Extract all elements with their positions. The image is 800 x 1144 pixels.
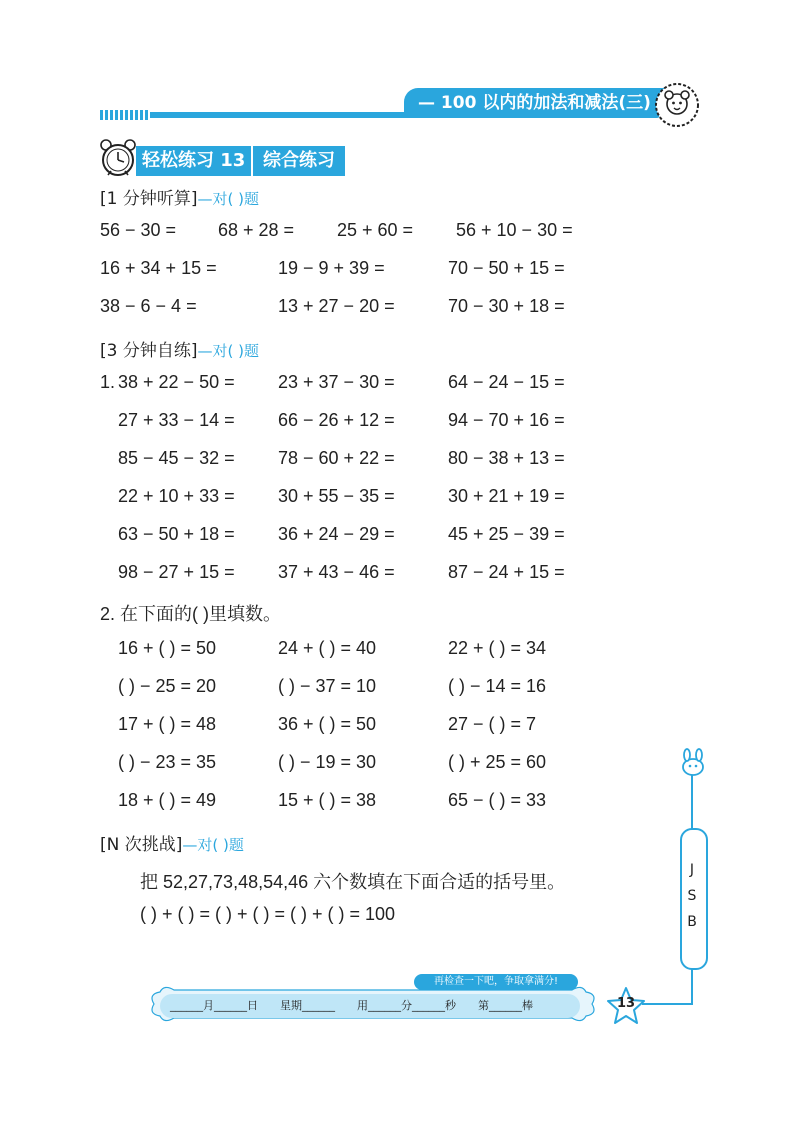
fill-in-problem: 27 − ( ) = 7: [448, 714, 537, 734]
lesson-title: 轻松练习 13: [136, 146, 255, 176]
question-number: 1.: [100, 372, 116, 392]
fill-in-problem: ( ) + 25 = 60: [448, 752, 547, 772]
alarm-clock-icon: [98, 138, 138, 178]
page-number: 13: [616, 996, 636, 1011]
fill-in-problem: 18 + ( ) = 49: [118, 790, 217, 810]
problem: 23 + 37 − 30 =: [278, 372, 395, 392]
footer-hint: 再检查一下吧，争取拿满分!: [414, 974, 578, 990]
fill-in-problem: 36 + ( ) = 50: [278, 714, 377, 734]
section-3-label: [N 次挑战]: [100, 835, 183, 855]
fill-in-problem: ( ) − 37 = 10: [278, 676, 377, 696]
bear-emblem-icon: [654, 82, 700, 128]
problem: 94 − 70 + 16 =: [448, 410, 565, 430]
fill-in-problem: ( ) − 23 = 35: [118, 752, 217, 772]
problem: 25 + 60 =: [337, 220, 414, 240]
problem: 70 − 50 + 15 =: [448, 258, 565, 278]
fill-in-problem: ( ) − 14 = 16: [448, 676, 547, 696]
question-2-title: 2. 在下面的( )里填数。: [100, 604, 282, 624]
problem: 85 − 45 − 32 =: [118, 448, 235, 468]
side-connector-hline: [642, 1003, 692, 1005]
challenge-prompt: 把 52,27,73,48,54,46 六个数填在下面合适的括号里。: [140, 872, 566, 892]
section-1-label: [1 分钟听算]: [100, 189, 198, 209]
challenge-equation: ( ) + ( ) = ( ) + ( ) = ( ) + ( ) = 100: [140, 904, 396, 924]
problem: 16 + 34 + 15 =: [100, 258, 217, 278]
fill-in-problem: 65 − ( ) = 33: [448, 790, 547, 810]
problem: 45 + 25 − 39 =: [448, 524, 565, 544]
problem: 19 − 9 + 39 =: [278, 258, 385, 278]
section-2-header: [100, 336, 259, 361]
problem: 30 + 21 + 19 =: [448, 486, 565, 506]
section-3-header: [100, 830, 244, 855]
fill-in-problem: 17 + ( ) = 48: [118, 714, 217, 734]
fill-in-problem: 22 + ( ) = 34: [448, 638, 547, 658]
footer-record-fields: ______月______日 星期______ 用______分______秒 第______棒: [170, 999, 533, 1012]
problem: 36 + 24 − 29 =: [278, 524, 395, 544]
problem: 68 + 28 =: [218, 220, 295, 240]
problem: 22 + 10 + 33 =: [118, 486, 235, 506]
lesson-subtitle: 综合练习: [251, 146, 345, 176]
problem: 38 + 22 − 50 =: [118, 372, 235, 392]
problem: 63 − 50 + 18 =: [118, 524, 235, 544]
problem: 37 + 43 − 46 =: [278, 562, 395, 582]
fill-in-problem: ( ) − 25 = 20: [118, 676, 217, 696]
series-letter: S: [687, 888, 697, 904]
problem: 87 − 24 + 15 =: [448, 562, 565, 582]
chapter-title: — 100 以内的加法和减法(三): [418, 93, 651, 113]
problem: 98 − 27 + 15 =: [118, 562, 235, 582]
fill-in-problem: 15 + ( ) = 38: [278, 790, 377, 810]
fill-in-problem: 16 + ( ) = 50: [118, 638, 217, 658]
series-letter: J: [689, 862, 695, 878]
section-2-score: —对( )题: [197, 342, 259, 360]
problem: 38 − 6 − 4 =: [100, 296, 197, 316]
section-3-score: —对( )题: [182, 836, 244, 854]
problem: 66 − 26 + 12 =: [278, 410, 395, 430]
problem: 80 − 38 + 13 =: [448, 448, 565, 468]
problem: 70 − 30 + 18 =: [448, 296, 565, 316]
problem: 78 − 60 + 22 =: [278, 448, 395, 468]
problem: 56 − 30 =: [100, 220, 177, 240]
section-2-label: [3 分钟自练]: [100, 341, 198, 361]
section-1-score: —对( )题: [197, 190, 259, 208]
fill-in-problem: ( ) − 19 = 30: [278, 752, 377, 772]
series-letter: B: [687, 914, 697, 930]
header-rule-ticks: [100, 110, 150, 120]
section-1-header: [100, 184, 259, 209]
fill-in-problem: 24 + ( ) = 40: [278, 638, 377, 658]
bunny-icon: [678, 748, 708, 778]
problem: 27 + 33 − 14 =: [118, 410, 235, 430]
problem: 56 + 10 − 30 =: [456, 220, 573, 240]
problem: 30 + 55 − 35 =: [278, 486, 395, 506]
problem: 64 − 24 − 15 =: [448, 372, 565, 392]
problem: 13 + 27 − 20 =: [278, 296, 395, 316]
